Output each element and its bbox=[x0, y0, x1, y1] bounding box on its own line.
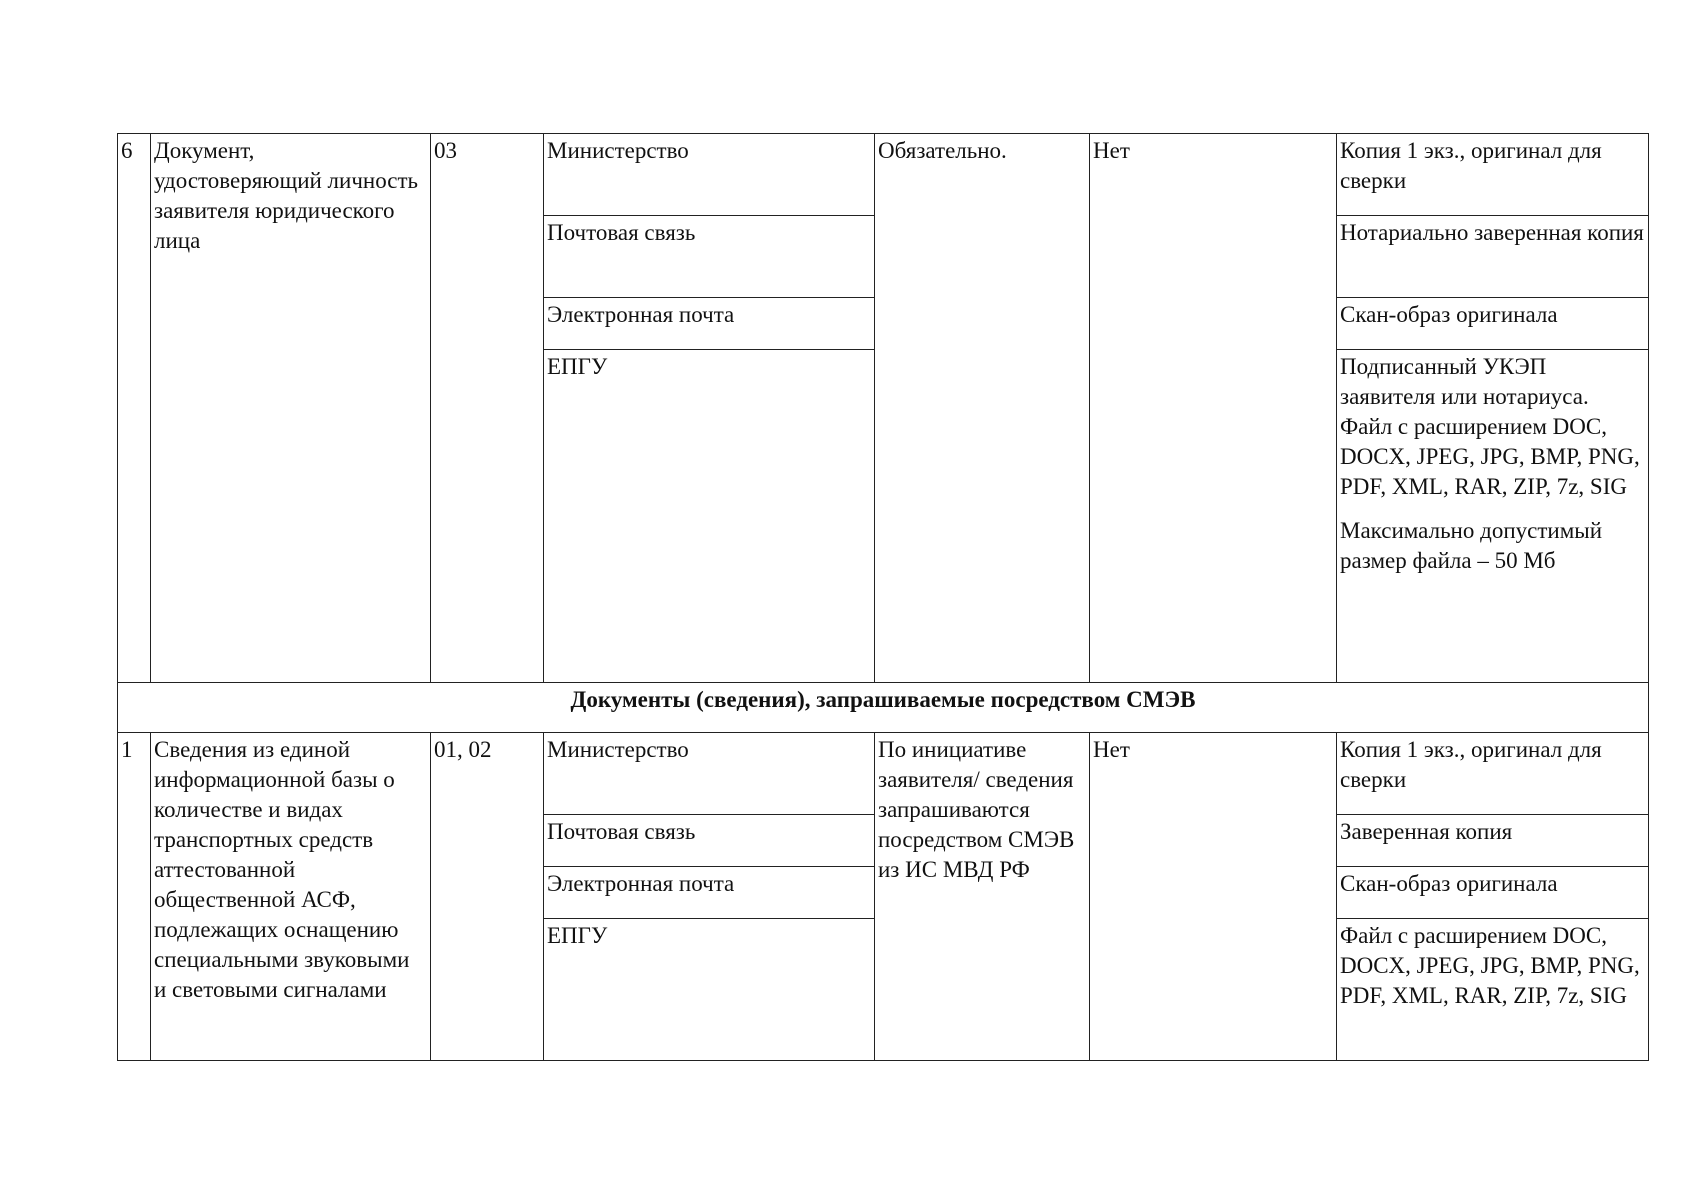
form-cell: Нотариально заверенная копия bbox=[1337, 216, 1649, 298]
channel-cell: ЕПГУ bbox=[544, 350, 875, 683]
channel-cell: Почтовая связь bbox=[544, 815, 875, 867]
form-cell bbox=[1337, 350, 1649, 683]
form-description: Подписанный УКЭП заявителя или нотариуса. Файл с расширением DOC, DOCX, JPEG, JPG, BMP, PNG, PDF, XML, RAR, ZIP, 7z, SIG bbox=[1340, 354, 1640, 499]
form-cell: Копия 1 экз., оригинал для сверки bbox=[1337, 134, 1649, 216]
form-cell: Скан-образ оригинала bbox=[1337, 298, 1649, 350]
document-name: Сведения из единой информационной базы о количестве и видах транспортных средств аттестованной общественной АСФ, подлежащих оснащению специальными звуковыми и световыми сигналами bbox=[151, 733, 431, 1061]
file-size-note: Максимально допустимый размер файла – 50 Мб bbox=[1340, 518, 1603, 573]
channel-cell: Электронная почта bbox=[544, 298, 875, 350]
section-header-row bbox=[118, 683, 1649, 733]
form-cell: Скан-образ оригинала bbox=[1337, 867, 1649, 919]
smev-cell: Нет bbox=[1090, 733, 1337, 1061]
documents-table bbox=[117, 133, 1649, 1061]
document-name: Документ, удостоверяющий личность заявителя юридического лица bbox=[151, 134, 431, 683]
form-cell: Копия 1 экз., оригинал для сверки bbox=[1337, 733, 1649, 815]
channel-cell: Министерство bbox=[544, 134, 875, 216]
table-row bbox=[118, 733, 1649, 815]
requirement-cell: По инициативе заявителя/ сведения запрашиваются посредством СМЭВ из ИС МВД РФ bbox=[875, 733, 1090, 1061]
form-cell: Заверенная копия bbox=[1337, 815, 1649, 867]
section-title: Документы (сведения), запрашиваемые посредством СМЭВ bbox=[118, 683, 1649, 733]
channel-cell: Электронная почта bbox=[544, 867, 875, 919]
channel-cell: Почтовая связь bbox=[544, 216, 875, 298]
document-code: 01, 02 bbox=[431, 733, 544, 1061]
form-cell: Файл с расширением DOC, DOCX, JPEG, JPG, BMP, PNG, PDF, XML, RAR, ZIP, 7z, SIG bbox=[1337, 919, 1649, 1061]
channel-cell: ЕПГУ bbox=[544, 919, 875, 1061]
row-number: 1 bbox=[118, 733, 151, 1061]
document-code: 03 bbox=[431, 134, 544, 683]
row-number: 6 bbox=[118, 134, 151, 683]
channel-cell: Министерство bbox=[544, 733, 875, 815]
table-row bbox=[118, 134, 1649, 216]
smev-cell: Нет bbox=[1090, 134, 1337, 683]
requirement-cell: Обязательно. bbox=[875, 134, 1090, 683]
